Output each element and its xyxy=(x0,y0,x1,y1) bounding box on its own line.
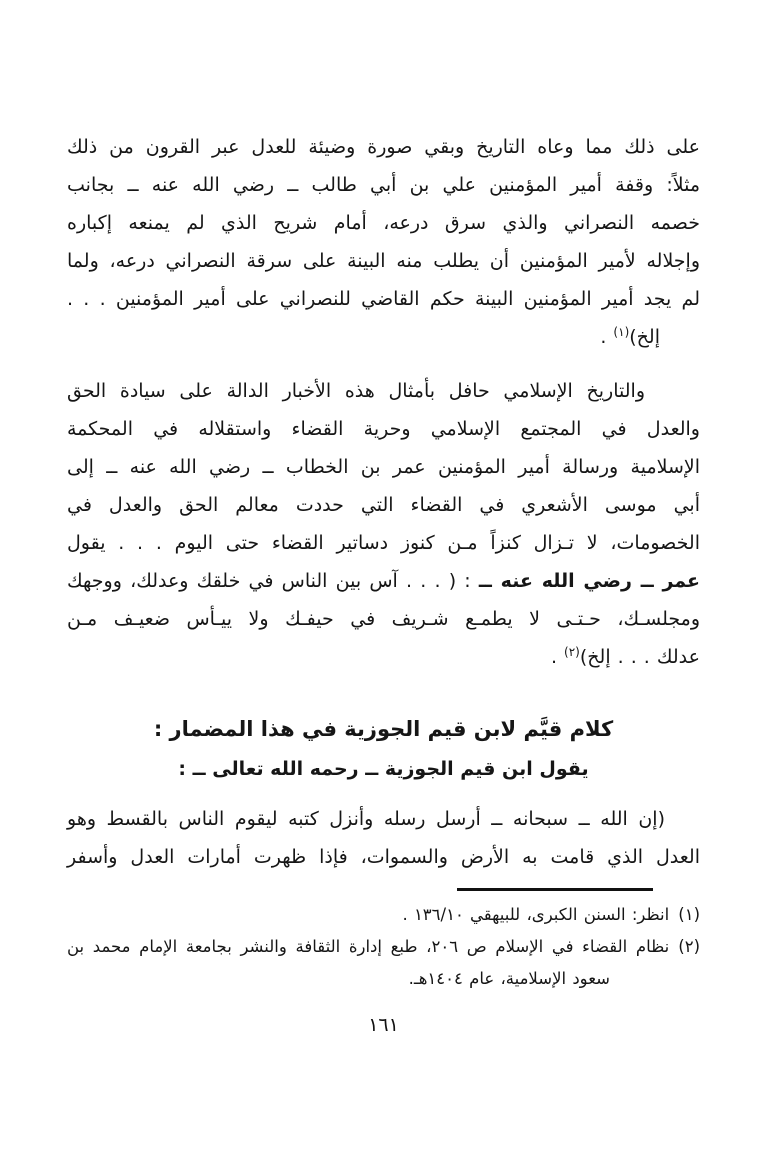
text-line: (إن الله ــ سبحانه ــ أرسل رسله وأنزل كتبه ليقوم الناس بالقسط وهو xyxy=(67,808,665,830)
page-number: ١٦١ xyxy=(368,1014,399,1036)
text-line: خصمه النصراني والذي سرق درعه، أمام شريح الذي لم يمنعه إكباره xyxy=(67,212,700,234)
footnote-ref-1: (١) xyxy=(613,325,630,339)
text-line: على ذلك مما وعاه التاريخ وبقي صورة وضيئة للعدل عبر القرون من ذلك xyxy=(67,136,700,158)
text-line: الإسلامية ورسالة أمير المؤمنين عمر بن الخطاب ــ رضي الله عنه ــ إلى xyxy=(67,456,700,478)
footnote-marker: (٢) xyxy=(678,937,701,956)
paragraph-2 xyxy=(67,372,700,676)
text-line xyxy=(67,562,700,600)
footnote-text: نظام القضاء في الإسلام ص ٢٠٦، طبع إدارة الثقافة والنشر بجامعة الإمام محمد بن xyxy=(67,937,670,956)
quote-end-text: إلخ) xyxy=(629,326,660,348)
footnote-2 xyxy=(67,931,700,963)
quote-attribution-line: يقول ابن قيم الجوزية ــ رحمه الله تعالى ــ : xyxy=(178,758,589,780)
footnote-2-continuation: سعود الإسلامية، عام ١٤٠٤هـ. xyxy=(408,969,610,988)
footnote-ref-2: (٢) xyxy=(564,645,580,659)
text-line: العدل الذي قامت به الأرض والسموات، فإذا ظهرت أمارات العدل وأسفر xyxy=(67,846,700,868)
text-line: الخصومات، لا تـزال كنزاً مـن كنوز دساتير القضاء حتى اليوم . . . يقول xyxy=(67,532,700,554)
paragraph-3 xyxy=(67,800,700,876)
text-line: ومجلسـك، حـتـى لا يطمـع شـريف في حيفـك ولا ييـأس ضعيـف مـن xyxy=(67,608,700,630)
text-line: مثلاً: وقفة أمير المؤمنين علي بن أبي طالب ــ رضي الله عنه ــ بجانب xyxy=(67,174,700,196)
period: . xyxy=(600,326,614,348)
text-line: والعدل في المجتمع الإسلامي وحرية القضاء واستقلاله في المحكمة xyxy=(67,418,700,440)
footnote-text: انظر: السنن الكبرى، للبيهقي ١٣٦/١٠ . xyxy=(402,905,670,924)
quote-end-text: عدلك . . . إلخ) xyxy=(579,646,700,668)
text-line: والتاريخ الإسلامي حافل بأمثال هذه الأخبار الدالة على سيادة الحق xyxy=(67,380,645,402)
footnote-marker: (١) xyxy=(678,905,700,924)
section-heading: كلام قيَّم لابن قيم الجوزية في هذا المضمار : xyxy=(153,717,614,741)
text-line: وإجلاله لأمير المؤمنين أن يطلب منه البينة على سرقة النصراني درعه، ولما xyxy=(67,250,700,272)
footnotes xyxy=(67,899,700,995)
text-line-quote-end xyxy=(67,638,700,676)
footnote-separator xyxy=(457,888,653,891)
quote-text: : ( . . . آس بين الناس في خلقك وعدلك، ووجهك xyxy=(67,570,479,592)
footnote-1 xyxy=(67,899,700,931)
text-line: لم يجد أمير المؤمنين البينة حكم القاضي للنصراني على أمير المؤمنين . . . xyxy=(67,288,700,310)
text-block xyxy=(67,128,700,995)
speaker-name: عمر ــ رضي الله عنه ــ xyxy=(478,570,701,592)
paragraph-1 xyxy=(67,128,700,356)
period: . xyxy=(550,646,565,668)
text-line: أبي موسى الأشعري في القضاء التي حددت معالم الحق والعدل في xyxy=(67,494,700,516)
text-line-quote-end xyxy=(67,318,700,356)
